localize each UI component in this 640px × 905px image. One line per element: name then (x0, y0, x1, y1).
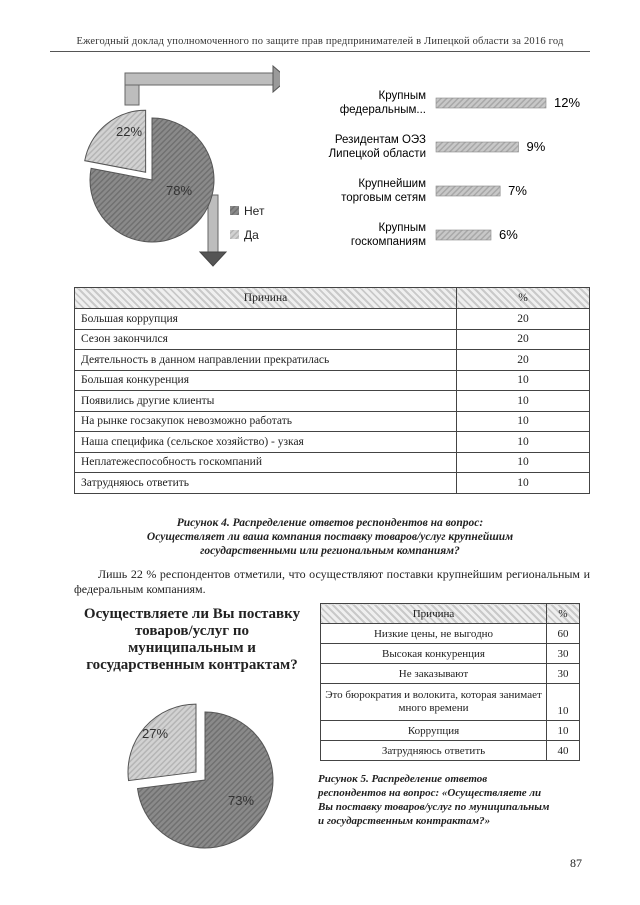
bar-value-label: 9% (526, 139, 546, 154)
percent-cell: 10 (457, 391, 590, 412)
arrow-right-icon (125, 66, 280, 105)
bar-label-line1: Резидентам ОЭЗ (334, 134, 426, 146)
table-row (75, 411, 590, 432)
caption-line: Рисунок 4. Распределение ответов респондентов на вопрос: (176, 517, 484, 529)
reason-cell: Высокая конкуренция (321, 644, 547, 664)
reason-cell: Коррупция (321, 721, 547, 741)
table-row (321, 624, 580, 644)
caption-line: Осуществляет ли ваша компания поставку товаров/услуг крупнейшим (146, 531, 514, 543)
column-header-percent: % (457, 288, 590, 309)
table-row (321, 644, 580, 664)
header-rule (50, 51, 590, 52)
table-header-row (321, 604, 580, 624)
legend-label-yes: Да (244, 228, 259, 242)
reason-cell: Появились другие клиенты (75, 391, 457, 412)
reason-cell: Деятельность в данном направлении прекратилась (75, 350, 457, 371)
bar-label-line2: госкомпаниям (350, 236, 426, 248)
caption-line: государственными или региональным компаниям? (200, 545, 460, 557)
percent-cell: 40 (547, 741, 580, 761)
bar-label-line2: торговым сетям (341, 192, 426, 204)
percent-cell: 30 (547, 664, 580, 684)
column-header-reason: Причина (321, 604, 547, 624)
table-row (321, 684, 580, 721)
table-row (75, 329, 590, 350)
reasons-table-2 (320, 603, 580, 761)
question-line: товаров/услуг по (135, 623, 249, 639)
percent-cell: 10 (457, 370, 590, 391)
table-row (321, 741, 580, 761)
pie1-label-yes: 22% (116, 124, 143, 139)
percent-cell: 60 (547, 624, 580, 644)
bar-label-line1: Крупнейшим (358, 178, 426, 190)
table-header-row (75, 288, 590, 309)
table-row (321, 721, 580, 741)
percent-cell: 10 (547, 684, 580, 721)
percent-cell: 20 (457, 329, 590, 350)
body-paragraph: Лишь 22 % респондентов отметили, что осуществляют поставки крупнейшим региональным и федеральным компаниям. (74, 567, 590, 596)
bar-label-line1: Крупным (378, 90, 426, 102)
bar-label-line1: Крупным (378, 222, 426, 234)
reason-cell: Низкие цены, не выгодно (321, 624, 547, 644)
bar-value-label: 7% (508, 183, 527, 198)
caption-line: Рисунок 5. Распределение ответов (318, 773, 488, 785)
reason-cell: Затрудняюсь ответить (75, 473, 457, 494)
percent-cell: 10 (457, 411, 590, 432)
table-row (75, 452, 590, 473)
bar-label-line2: федеральным... (339, 104, 426, 116)
table-row (321, 664, 580, 684)
reason-cell: Это бюрократия и волокита, которая занимает много времени (321, 684, 547, 721)
legend-swatch-yes (230, 230, 239, 239)
pie-chart-1 (80, 60, 280, 270)
bar-chart (300, 80, 590, 250)
percent-cell: 30 (547, 644, 580, 664)
reason-cell: На рынке госзакупок невозможно работать (75, 411, 457, 432)
pie2-slice-27 (128, 704, 196, 781)
reason-cell: Не заказывают (321, 664, 547, 684)
legend-swatch-no (230, 206, 239, 215)
bar (436, 230, 491, 240)
reason-cell: Большая конкуренция (75, 370, 457, 391)
percent-cell: 10 (547, 721, 580, 741)
table-row (75, 473, 590, 494)
table-row (75, 432, 590, 453)
caption-line: Вы поставку товаров/услуг по муниципальным (318, 801, 550, 813)
table-row (75, 391, 590, 412)
question-line: государственным контрактам? (86, 657, 298, 673)
pie2-label-73: 73% (228, 793, 255, 808)
reason-cell: Неплатежеспособность госкомпаний (75, 452, 457, 473)
bar-value-label: 12% (554, 95, 581, 110)
reason-cell: Затрудняюсь ответить (321, 741, 547, 761)
bar-value-label: 6% (499, 227, 518, 242)
caption-line: респондентов на вопрос: «Осуществляете ли (318, 787, 542, 799)
reasons-table-1 (74, 287, 590, 494)
page-header: Ежегодный доклад уполномоченного по защите прав предпринимателей в Липецкой области за 2016 год (76, 36, 564, 47)
table-row (75, 370, 590, 391)
bar (436, 98, 546, 108)
pie-chart-2 (110, 690, 300, 860)
column-header-reason: Причина (75, 288, 457, 309)
column-header-percent: % (547, 604, 580, 624)
pie2-label-27: 27% (142, 726, 169, 741)
page-number: 87 (570, 856, 582, 870)
table-row (75, 309, 590, 330)
question-line: муниципальным и (128, 640, 256, 656)
percent-cell: 20 (457, 350, 590, 371)
legend-label-no: Нет (244, 204, 265, 218)
reason-cell: Большая коррупция (75, 309, 457, 330)
table-row (75, 350, 590, 371)
percent-cell: 10 (457, 452, 590, 473)
question-2-title (72, 606, 312, 674)
figure-4-caption (90, 516, 570, 558)
bar (436, 142, 519, 152)
bar-label-line2: Липецкой области (328, 148, 426, 160)
bar (436, 186, 500, 196)
pie1-slice-yes (85, 110, 146, 172)
figure-5-caption (318, 772, 588, 828)
reason-cell: Наша специфика (сельское хозяйство) - узкая (75, 432, 457, 453)
percent-cell: 10 (457, 473, 590, 494)
pie1-label-no: 78% (166, 183, 193, 198)
percent-cell: 10 (457, 432, 590, 453)
reason-cell: Сезон закончился (75, 329, 457, 350)
percent-cell: 20 (457, 309, 590, 330)
question-line: Осуществляете ли Вы поставку (83, 606, 301, 622)
caption-line: и государственным контрактам?» (318, 815, 491, 827)
